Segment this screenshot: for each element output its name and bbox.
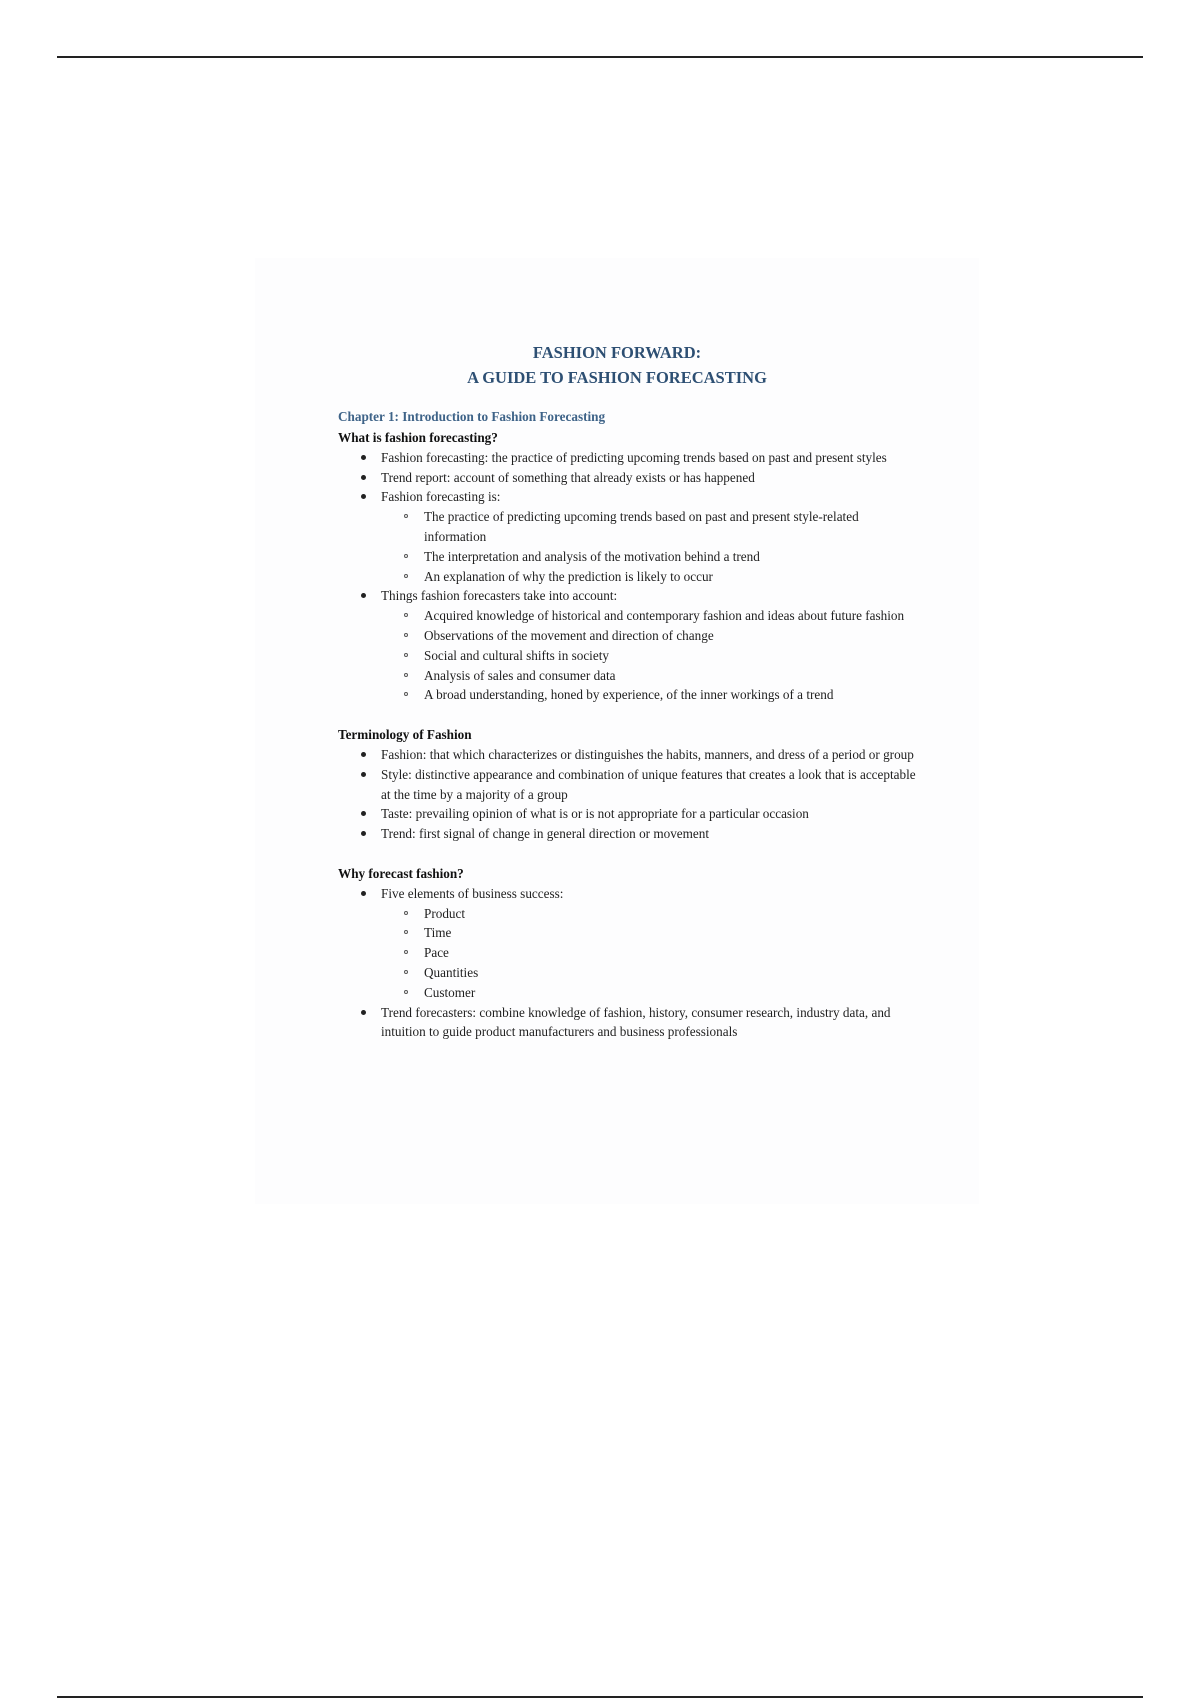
list-item-text: Trend: first signal of change in general direction or movement — [381, 826, 710, 842]
hollow-bullet-icon — [404, 950, 408, 954]
list-item — [338, 487, 918, 586]
bullet-dot-icon — [361, 475, 366, 480]
hollow-bullet-icon — [404, 574, 408, 578]
list-item — [338, 745, 918, 765]
hollow-bullet-icon — [404, 911, 408, 915]
bullet-dot-icon — [361, 494, 366, 499]
hollow-bullet-icon — [404, 514, 408, 518]
sub-list-item — [381, 666, 918, 686]
sub-bullet-list — [381, 904, 918, 1003]
sub-list-item-text: Customer — [424, 984, 476, 1000]
section — [338, 428, 918, 705]
sub-list-item — [381, 567, 918, 587]
hollow-bullet-icon — [404, 930, 408, 934]
sub-list-item — [381, 606, 918, 626]
section-gap — [338, 844, 918, 864]
sub-list-item — [381, 547, 918, 567]
sections-container — [338, 428, 918, 1042]
sub-list-item-text: Time — [424, 925, 452, 941]
sub-list-item — [381, 983, 918, 1003]
chapter-heading: Chapter 1: Introduction to Fashion Forecasting — [338, 409, 606, 424]
sub-list-item — [381, 923, 918, 943]
list-item — [338, 884, 918, 1003]
bullet-dot-icon — [361, 831, 366, 836]
sub-list-item — [381, 963, 918, 983]
list-item — [338, 586, 918, 705]
list-item — [338, 468, 918, 488]
section — [338, 725, 918, 844]
list-item-text: Fashion: that which characterizes or distinguishes the habits, manners, and dress of a period or group — [381, 746, 914, 762]
hollow-bullet-icon — [404, 653, 408, 657]
document-page — [255, 258, 979, 1204]
sub-list-item-text: Pace — [424, 945, 449, 961]
list-item-text: Things fashion forecasters take into account: — [381, 588, 618, 604]
list-item — [338, 765, 918, 805]
list-item — [338, 804, 918, 824]
list-item-text: Fashion forecasting is: — [381, 489, 501, 505]
hollow-bullet-icon — [404, 673, 408, 677]
list-item — [338, 824, 918, 844]
sub-list-item-text: Product — [424, 905, 466, 921]
sub-list-item-text: A broad understanding, honed by experience, of the inner workings of a trend — [424, 687, 834, 703]
bottom-divider — [57, 1696, 1143, 1698]
list-item-text: Trend report: account of something that already exists or has happened — [381, 469, 755, 485]
bullet-dot-icon — [361, 1010, 366, 1015]
sub-list-item — [381, 626, 918, 646]
list-item-text: Style: distinctive appearance and combination of unique features that creates a look that is acceptable at the time by a majority of a group — [381, 766, 916, 802]
sub-list-item-text: An explanation of why the prediction is likely to occur — [424, 568, 713, 584]
bullet-dot-icon — [361, 811, 366, 816]
hollow-bullet-icon — [404, 970, 408, 974]
list-item-text: Five elements of business success: — [381, 885, 564, 901]
bullet-list — [338, 448, 918, 705]
hollow-bullet-icon — [404, 554, 408, 558]
list-item — [338, 1003, 918, 1043]
title-line-2: A GUIDE TO FASHION FORECASTING — [467, 368, 767, 387]
hollow-bullet-icon — [404, 692, 408, 696]
sub-list-item-text: Quantities — [424, 964, 479, 980]
sub-list-item — [381, 904, 918, 924]
title-line-1: FASHION FORWARD: — [532, 343, 702, 362]
bullet-list — [338, 745, 918, 844]
sub-list-item-text: Analysis of sales and consumer data — [424, 667, 616, 683]
document-body — [338, 406, 918, 1042]
sub-list-item-text: Social and cultural shifts in society — [424, 647, 609, 663]
bullet-dot-icon — [361, 772, 366, 777]
top-divider — [57, 56, 1143, 58]
bullet-dot-icon — [361, 593, 366, 598]
hollow-bullet-icon — [404, 990, 408, 994]
document-title — [255, 340, 979, 390]
bullet-dot-icon — [361, 455, 366, 460]
sub-list-item — [381, 507, 918, 547]
sub-list-item-text: The interpretation and analysis of the motivation behind a trend — [424, 548, 760, 564]
hollow-bullet-icon — [404, 633, 408, 637]
sub-list-item — [381, 943, 918, 963]
hollow-bullet-icon — [404, 613, 408, 617]
sub-list-item-text: Observations of the movement and direction of change — [424, 627, 714, 643]
bullet-list — [338, 884, 918, 1042]
list-item-text: Trend forecasters: combine knowledge of fashion, history, consumer research, industry data, and intuition to guide product manufacturers and business professionals — [381, 1004, 891, 1040]
section — [338, 864, 918, 1042]
sub-bullet-list — [381, 507, 918, 586]
list-item — [338, 448, 918, 468]
sub-list-item — [381, 685, 918, 705]
bullet-dot-icon — [361, 891, 366, 896]
section-heading: Why forecast fashion? — [338, 865, 464, 881]
section-heading: Terminology of Fashion — [338, 727, 472, 743]
sub-list-item — [381, 646, 918, 666]
bullet-dot-icon — [361, 752, 366, 757]
sub-bullet-list — [381, 606, 918, 705]
sub-list-item-text: The practice of predicting upcoming trends based on past and present style-related information — [424, 509, 859, 544]
section-gap — [338, 705, 918, 725]
list-item-text: Fashion forecasting: the practice of predicting upcoming trends based on past and present styles — [381, 449, 887, 465]
section-heading: What is fashion forecasting? — [338, 430, 498, 445]
list-item-text: Taste: prevailing opinion of what is or is not appropriate for a particular occasion — [381, 806, 809, 822]
sub-list-item-text: Acquired knowledge of historical and contemporary fashion and ideas about future fashion — [424, 608, 905, 624]
